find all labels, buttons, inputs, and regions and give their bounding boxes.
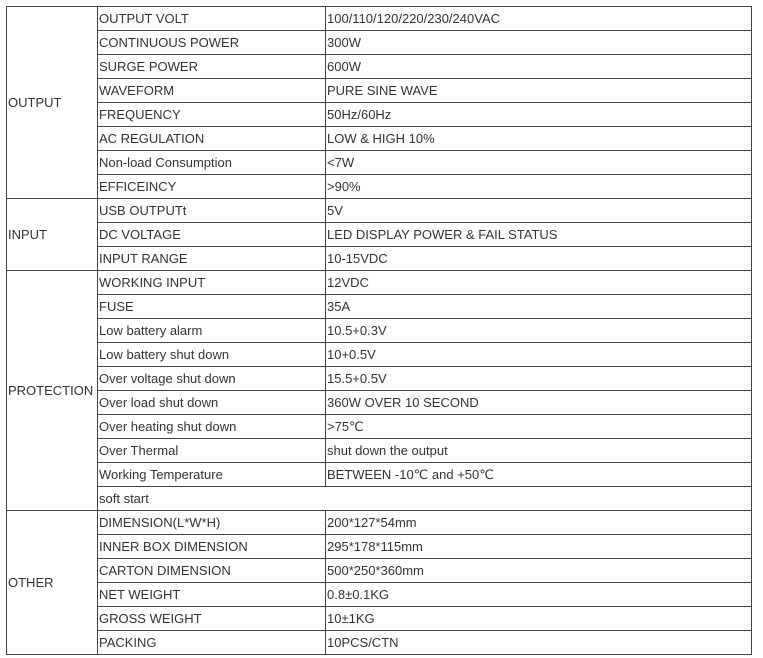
spec-name: Over voltage shut down <box>98 367 326 391</box>
spec-value: 360W OVER 10 SECOND <box>326 391 752 415</box>
spec-value: 295*178*115mm <box>326 535 752 559</box>
spec-table-body <box>7 7 752 655</box>
spec-value: 5V <box>326 199 752 223</box>
spec-value: 10.5+0.3V <box>326 319 752 343</box>
table-row <box>7 511 752 535</box>
group-label: PROTECTION <box>7 271 98 511</box>
table-row <box>7 295 752 319</box>
table-row <box>7 343 752 367</box>
table-row <box>7 151 752 175</box>
spec-value: >90% <box>326 175 752 199</box>
spec-name: DIMENSION(L*W*H) <box>98 511 326 535</box>
spec-value: 10+0.5V <box>326 343 752 367</box>
spec-name: OUTPUT VOLT <box>98 7 326 31</box>
table-row <box>7 175 752 199</box>
spec-value: 12VDC <box>326 271 752 295</box>
spec-value: 0.8±0.1KG <box>326 583 752 607</box>
spec-value: LOW & HIGH 10% <box>326 127 752 151</box>
table-row <box>7 607 752 631</box>
spec-name: Over heating shut down <box>98 415 326 439</box>
spec-name: AC REGULATION <box>98 127 326 151</box>
spec-name: INNER BOX DIMENSION <box>98 535 326 559</box>
spec-name: EFFICEINCY <box>98 175 326 199</box>
spec-name: WORKING INPUT <box>98 271 326 295</box>
table-row <box>7 415 752 439</box>
table-row <box>7 631 752 655</box>
table-row <box>7 127 752 151</box>
spec-name: FREQUENCY <box>98 103 326 127</box>
spec-value: 15.5+0.5V <box>326 367 752 391</box>
spec-value: 10±1KG <box>326 607 752 631</box>
spec-value: 500*250*360mm <box>326 559 752 583</box>
table-row <box>7 391 752 415</box>
spec-value: 300W <box>326 31 752 55</box>
table-row <box>7 79 752 103</box>
spec-name: USB OUTPUTt <box>98 199 326 223</box>
table-row <box>7 103 752 127</box>
spec-name: PACKING <box>98 631 326 655</box>
spec-value: PURE SINE WAVE <box>326 79 752 103</box>
spec-name: SURGE POWER <box>98 55 326 79</box>
table-row <box>7 31 752 55</box>
spec-name: GROSS WEIGHT <box>98 607 326 631</box>
table-row <box>7 487 752 511</box>
group-label: OTHER <box>7 511 98 655</box>
table-row <box>7 319 752 343</box>
spec-name: CARTON DIMENSION <box>98 559 326 583</box>
spec-name: CONTINUOUS POWER <box>98 31 326 55</box>
table-row <box>7 55 752 79</box>
table-row <box>7 535 752 559</box>
spec-name: soft start <box>98 487 752 511</box>
spec-value: BETWEEN -10℃ and +50℃ <box>326 463 752 487</box>
spec-value: shut down the output <box>326 439 752 463</box>
table-row <box>7 247 752 271</box>
spec-name: Working Temperature <box>98 463 326 487</box>
spec-value: >75℃ <box>326 415 752 439</box>
spec-name: Non-load Consumption <box>98 151 326 175</box>
spec-value: 100/110/120/220/230/240VAC <box>326 7 752 31</box>
spec-name: Low battery alarm <box>98 319 326 343</box>
spec-value: <7W <box>326 151 752 175</box>
table-row <box>7 439 752 463</box>
spec-value: 200*127*54mm <box>326 511 752 535</box>
spec-name: INPUT RANGE <box>98 247 326 271</box>
table-row <box>7 559 752 583</box>
spec-value: 50Hz/60Hz <box>326 103 752 127</box>
group-label: INPUT <box>7 199 98 271</box>
spec-value: 600W <box>326 55 752 79</box>
table-row <box>7 271 752 295</box>
spec-name: NET WEIGHT <box>98 583 326 607</box>
table-row <box>7 223 752 247</box>
spec-value: 10-15VDC <box>326 247 752 271</box>
spec-value: 35A <box>326 295 752 319</box>
spec-value: LED DISPLAY POWER & FAIL STATUS <box>326 223 752 247</box>
group-label: OUTPUT <box>7 7 98 199</box>
spec-name: Over load shut down <box>98 391 326 415</box>
spec-name: Low battery shut down <box>98 343 326 367</box>
table-row <box>7 583 752 607</box>
table-row <box>7 463 752 487</box>
spec-name: FUSE <box>98 295 326 319</box>
spec-name: DC VOLTAGE <box>98 223 326 247</box>
spec-name: Over Thermal <box>98 439 326 463</box>
spec-table <box>6 6 752 655</box>
table-row <box>7 199 752 223</box>
table-row <box>7 367 752 391</box>
table-row <box>7 7 752 31</box>
spec-value: 10PCS/CTN <box>326 631 752 655</box>
spec-name: WAVEFORM <box>98 79 326 103</box>
